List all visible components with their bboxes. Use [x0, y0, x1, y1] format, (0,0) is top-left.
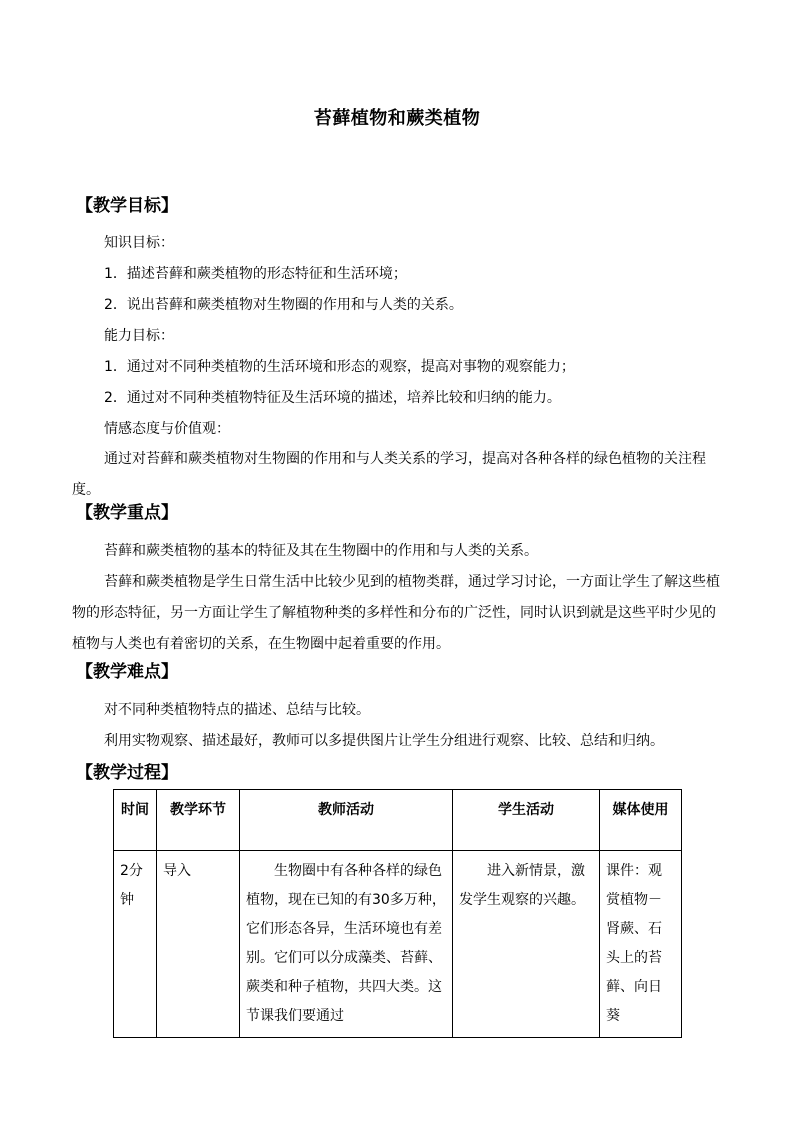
- cell-teacher: 生物圈中有各种各样的绿色植物，现在已知的有30多万种，它们形态各异，生活环境也有差别。它们可以分成藻类、苔藓、蕨类和种子植物，共四大类。这节课我们要通过: [240, 851, 453, 1038]
- cell-media: 课件：观赏植物－肾蕨、石头上的苔藓、向日葵: [600, 851, 682, 1038]
- page-title: 苔藓植物和蕨类植物: [313, 108, 481, 129]
- knowledge-item-2: 2．说出苔藓和蕨类植物对生物圈的作用和与人类的关系。: [104, 297, 463, 313]
- heading-process: 【教学过程】: [76, 763, 178, 783]
- cell-time: 2分钟: [114, 851, 157, 1038]
- attitude-label: 情感态度与价值观：: [104, 421, 230, 437]
- header-time: 时间: [114, 790, 157, 851]
- difficulties-line-1: 对不同种类植物特点的描述、总结与比较。: [104, 702, 370, 718]
- header-teacher: 教师活动: [240, 790, 453, 851]
- process-table: [113, 789, 682, 1038]
- heading-key-points: 【教学重点】: [76, 503, 178, 523]
- difficulties-line-2: 利用实物观察、描述最好，教师可以多提供图片让学生分组进行观察、比较、总结和归纳。: [104, 733, 664, 749]
- attitude-text: 通过对苔藓和蕨类植物对生物圈的作用和与人类关系的学习，提高对各种各样的绿色植物的关注程度。: [72, 451, 706, 498]
- heading-difficulties: 【教学难点】: [76, 662, 178, 682]
- cell-student: 进入新情景，激发学生观察的兴趣。: [453, 851, 600, 1038]
- ability-label: 能力目标：: [104, 328, 174, 344]
- header-stage: 教学环节: [157, 790, 240, 851]
- table-header-row: [114, 790, 682, 851]
- header-media: 媒体使用: [600, 790, 682, 851]
- heading-objectives: 【教学目标】: [76, 196, 178, 216]
- knowledge-item-1: 1．描述苔藓和蕨类植物的形态特征和生活环境；: [104, 266, 407, 282]
- header-student: 学生活动: [453, 790, 600, 851]
- ability-item-2: 2．通过对不同种类植物特征及生活环境的描述，培养比较和归纳的能力。: [104, 390, 561, 406]
- key-points-paragraph: 苔藓和蕨类植物是学生日常生活中比较少见到的植物类群，通过学习讨论，一方面让学生了解这些植物的形态特征，另一方面让学生了解植物种类的多样性和分布的广泛性，同时认识到就是这些平时少见的植物与人类也有着密切的关系，在生物圈中起着重要的作用。: [72, 574, 720, 652]
- table-row: [114, 851, 682, 1038]
- cell-stage: 导入: [157, 851, 240, 1038]
- key-points-line: 苔藓和蕨类植物的基本的特征及其在生物圈中的作用和与人类的关系。: [104, 543, 538, 559]
- knowledge-label: 知识目标：: [104, 235, 174, 251]
- ability-item-1: 1．通过对不同种类植物的生活环境和形态的观察，提高对事物的观察能力；: [104, 359, 575, 375]
